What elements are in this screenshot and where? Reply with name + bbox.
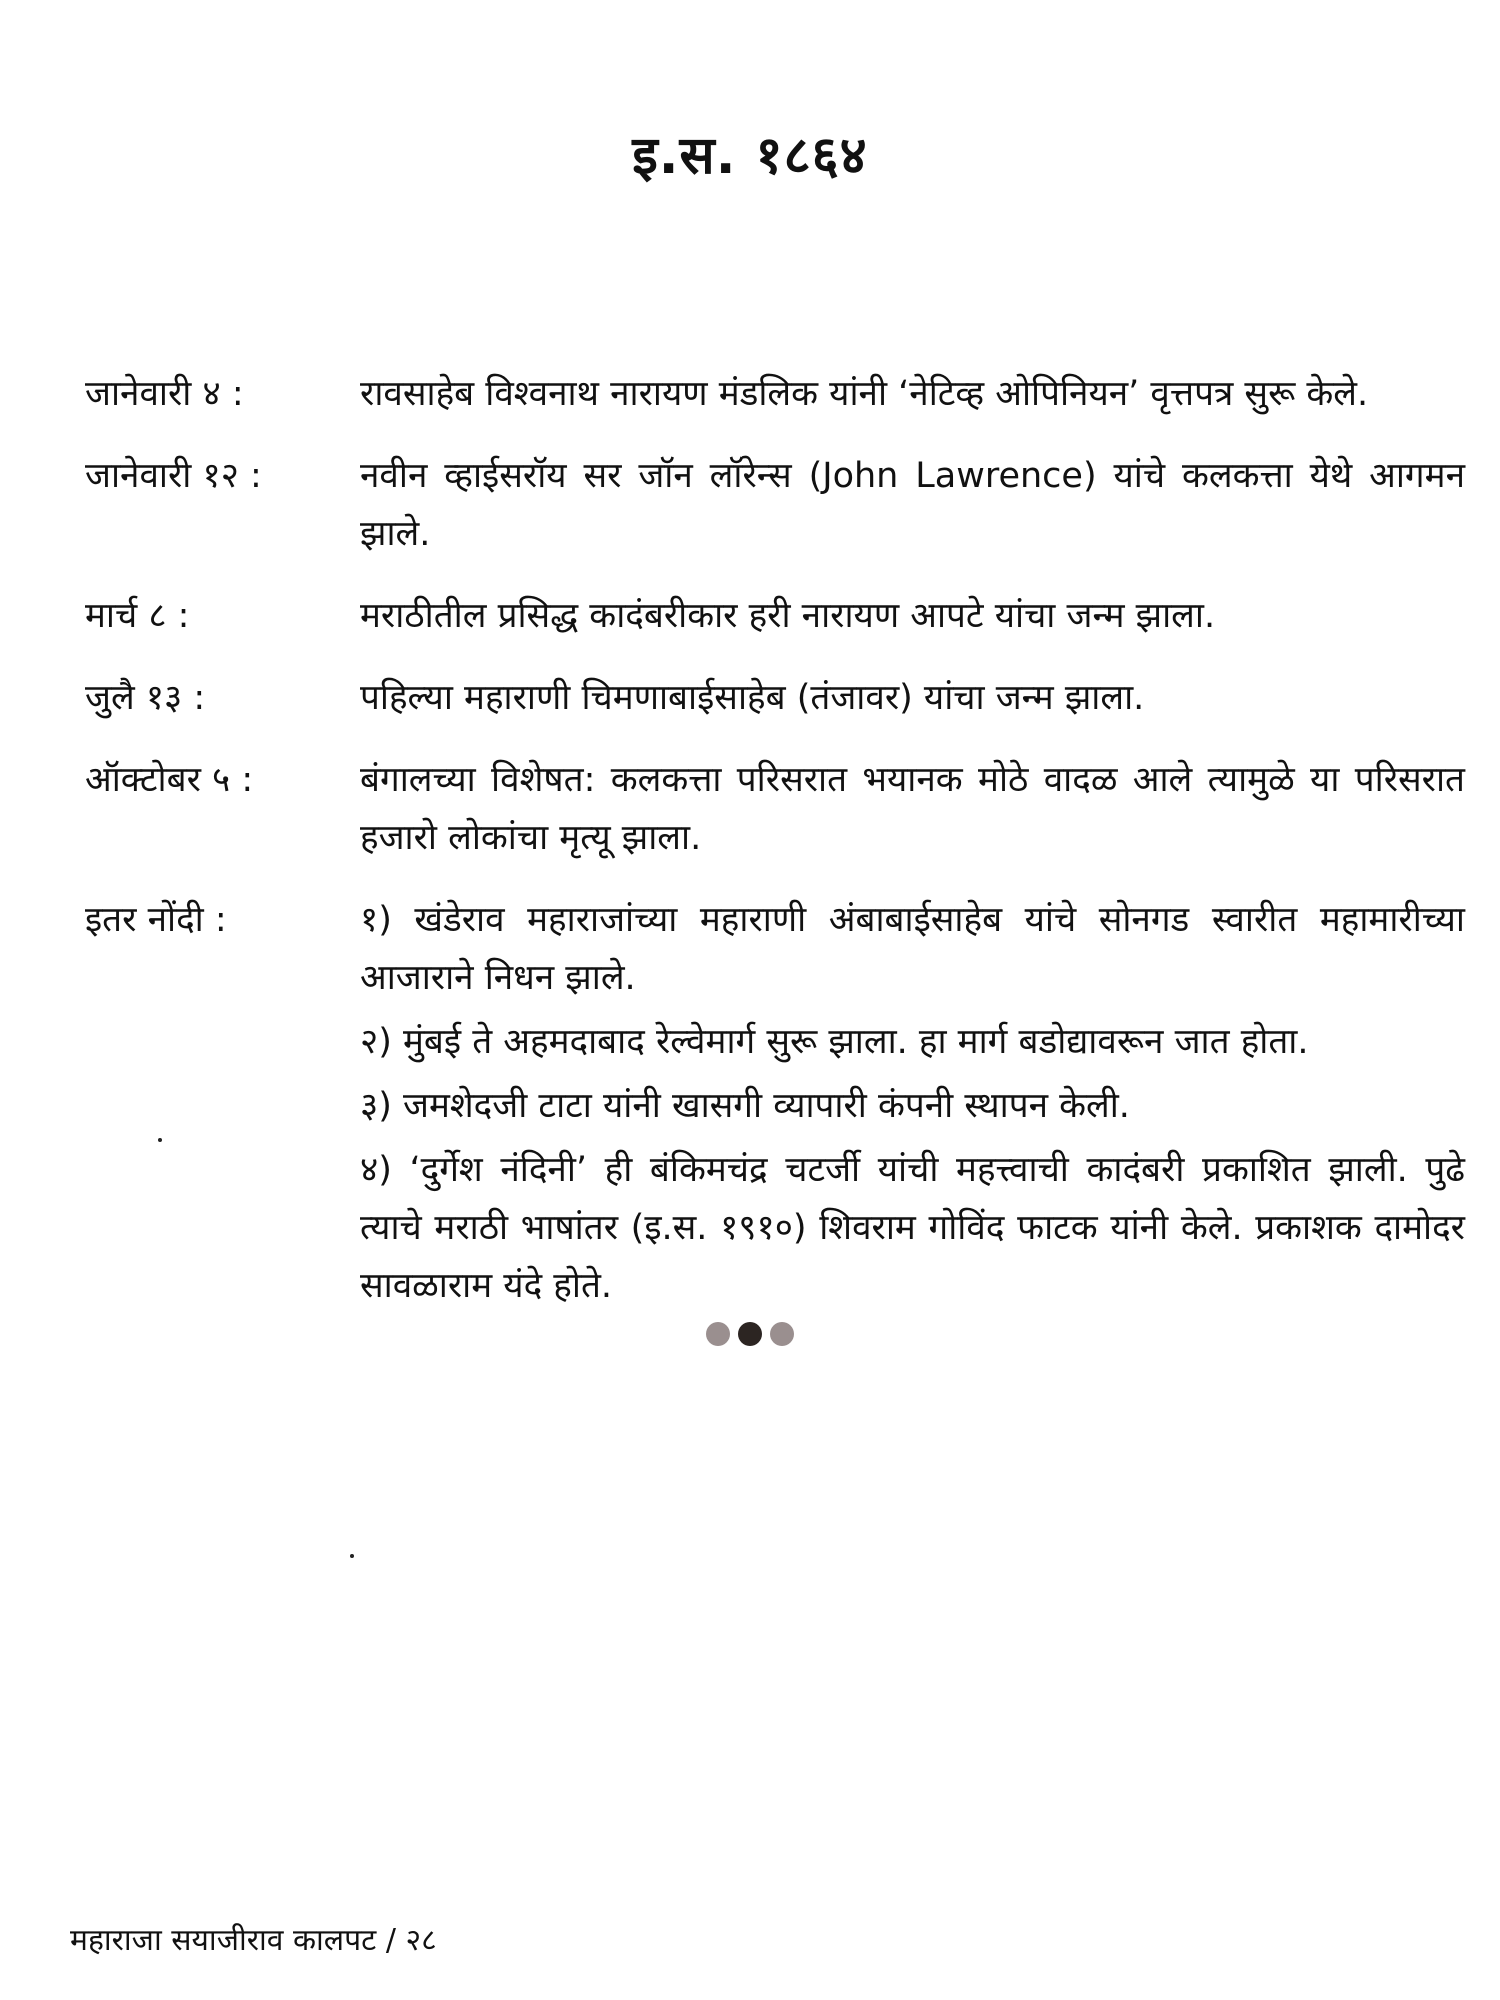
entry-text: ३) जमशेदजी टाटा यांनी खासगी व्यापारी कंपनी स्थापन केली. bbox=[360, 1086, 1130, 1126]
entry-list bbox=[85, 365, 1475, 1339]
entry-text: २) मुंबई ते अहमदाबाद रेल्वेमार्ग सुरू झाला. हा मार्ग बडोद्यावरून जात होता. bbox=[360, 1022, 1309, 1062]
entry-body bbox=[360, 751, 1475, 873]
entry-date: इतर नोंदी : bbox=[85, 900, 227, 940]
timeline-entry bbox=[85, 365, 1475, 429]
entry-date: जानेवारी १२ : bbox=[85, 456, 262, 496]
timeline-entry bbox=[85, 891, 1475, 1321]
page-title: इ.स. १८६४ bbox=[632, 126, 868, 186]
entry-date: ऑक्टोबर ५ : bbox=[85, 760, 254, 800]
entry-text: पहिल्या महाराणी चिमणाबाईसाहेब (तंजावर) यांचा जन्म झाला. bbox=[360, 678, 1145, 718]
ornament-dot-icon bbox=[706, 1322, 730, 1346]
entry-body bbox=[360, 669, 1475, 733]
entry-text: १) खंडेराव महाराजांच्या महाराणी अंबाबाईसाहेब यांचे सोनगड स्वारीत महामारीच्या आजाराने निधन झाले. bbox=[360, 900, 1465, 998]
entry-body bbox=[360, 891, 1475, 1321]
ornament-dot-icon bbox=[738, 1322, 762, 1346]
entry-body bbox=[360, 447, 1475, 569]
timeline-entry bbox=[85, 447, 1475, 569]
entry-date: मार्च ८ : bbox=[85, 596, 190, 636]
page-footer: महाराजा सयाजीराव कालपट / २८ bbox=[70, 1923, 437, 1958]
entry-text: ४) ‘दुर्गेश नंदिनी’ ही बंकिमचंद्र चटर्जी यांची महत्त्वाची कादंबरी प्रकाशित झाली. पुढे त्याचे मराठी भाषांतर (इ.स. १९१०) शिवराम गोविंद फाटक यांनी केले. प्रकाशक दामोदर सावळाराम यंदे होते. bbox=[360, 1150, 1465, 1306]
entry-body bbox=[360, 587, 1475, 651]
entry-text: बंगालच्या विशेषत: कलकत्ता परिसरात भयानक मोठे वादळ आले त्यामुळे या परिसरात हजारो लोकांचा मृत्यू झाला. bbox=[360, 760, 1465, 858]
entry-date: जुलै १३ : bbox=[85, 678, 206, 718]
scan-speck bbox=[158, 1138, 162, 1142]
entry-body bbox=[360, 365, 1475, 429]
entry-text: रावसाहेब विश्वनाथ नारायण मंडलिक यांनी ‘नेटिव्ह ओपिनियन’ वृत्तपत्र सुरू केले. bbox=[360, 374, 1369, 414]
ornament-dot-icon bbox=[770, 1322, 794, 1346]
timeline-entry bbox=[85, 669, 1475, 733]
entry-date: जानेवारी ४ : bbox=[85, 374, 244, 414]
entry-text: मराठीतील प्रसिद्ध कादंबरीकार हरी नारायण आपटे यांचा जन्म झाला. bbox=[360, 596, 1216, 636]
scan-speck bbox=[350, 1554, 354, 1558]
timeline-entry bbox=[85, 751, 1475, 873]
entry-text: नवीन व्हाईसरॉय सर जॉन लॉरेन्स (John Lawrence) यांचे कलकत्ता येथे आगमन झाले. bbox=[360, 456, 1465, 554]
timeline-entry bbox=[85, 587, 1475, 651]
section-end-ornament bbox=[0, 1322, 1500, 1346]
